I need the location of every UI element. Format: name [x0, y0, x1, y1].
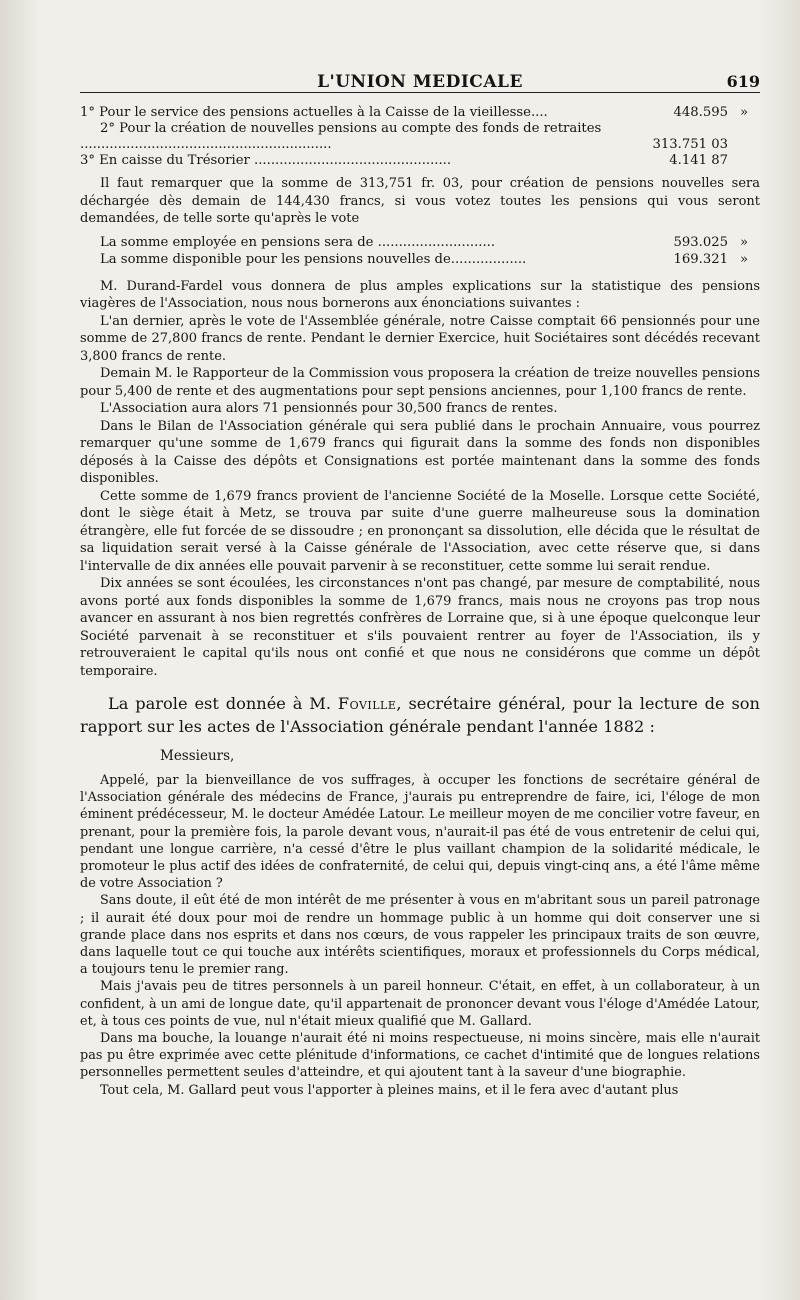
totals-row [100, 251, 760, 268]
ledger-label: 2° Pour la création de nouvelles pensions au compte des fonds de retraites ............................................................ [80, 121, 602, 152]
ledger-amount: 4.141 87 [669, 153, 728, 168]
announcement-text: La parole est donnée à M. [108, 694, 338, 713]
paragraph: Il faut remarquer que la somme de 313,751 fr. 03, pour création de pensions nouvelles sera déchargée dès demain de 144,430 francs, si vous votez toutes les pensions qui vous seront demandées, de telle sorte qu'après le vote [80, 176, 760, 226]
paragraph: Dix années se sont écoulées, les circonstances n'ont pas changé, par mesure de comptabilité, nous avons porté aux fonds disponibles la somme de 1,679 francs, mais nous ne croyons pas trop nous avancer en assurant à nos bien regrettés confrères de Lorraine que, si à une époque quelconque leur Société parvenait à se reconstituer et s'ils pouvaient rentrer au foyer de l'Association, ils y retrouveraient le capital qu'ils nous ont confié et que nous ne considérons que comme un dépôt temporaire. [80, 576, 760, 679]
journal-title: L'UNION MEDICALE [317, 72, 523, 92]
ledger-flag: » [739, 105, 749, 120]
speaker-announcement [80, 692, 760, 738]
paragraph: L'Association aura alors 71 pensionnés pour 30,500 francs de rentes. [100, 401, 558, 416]
totals-amount: 593.025 [673, 234, 728, 250]
paragraph: L'an dernier, après le vote de l'Assemblée générale, notre Caisse comptait 66 pensionnés pour une somme de 27,800 francs de rente. Pendant le dernier Exercice, huit Sociétaires sont décédés recevant 3,800 francs de rente. [80, 313, 760, 364]
funds-ledger [80, 105, 760, 169]
announcement-text: , secrétaire général, pour la lecture de son rapport sur les actes de l'Association générale pendant l'année 1882 : [80, 694, 760, 736]
salutation: Messieurs, [160, 748, 235, 764]
ledger-label: 1° Pour le service des pensions actuelles à la Caisse de la vieillesse.... [80, 105, 548, 120]
page-number: 619 [726, 72, 760, 91]
totals-flag: » [739, 251, 749, 267]
paragraph: Demain M. le Rapporteur de la Commission vous proposera la création de treize nouvelles pensions pour 5,400 de rente et des augmentations pour sept pensions anciennes, pour 1,100 francs de rente. [80, 366, 760, 399]
paragraph: M. Durand-Fardel vous donnera de plus amples explications sur la statistique des pensions viagères de l'Association, nous nous bornerons aux énonciations suivantes : [80, 278, 760, 311]
paragraph: Dans ma bouche, la louange n'aurait été ni moins respectueuse, ni moins sincère, mais elle n'aurait pas pu être exprimée avec cette plénitude d'informations, ce cachet d'intimité que de longues relations personnelles permettent seules d'atteindre, et qui ajoutent tant à la saveur d'une biographie. [80, 1031, 760, 1081]
paragraph: Mais j'avais peu de titres personnels à un pareil honneur. C'était, en effet, à un collaborateur, à un confident, à un ami de longue date, qu'il appartenait de prononcer devant vous l'éloge d'Amédée Latour, et, à tous ces points de vue, nul n'était mieux qualifié que M. Gallard. [80, 979, 760, 1029]
ledger-row [80, 121, 760, 153]
ledger-row [80, 153, 760, 169]
paragraph: Tout cela, M. Gallard peut vous l'apporter à pleines mains, et il le fera avec d'autant plus [100, 1082, 679, 1098]
totals-label: La somme disponible pour les pensions nouvelles de.................. [100, 251, 527, 267]
ledger-amount: 313.751 03 [652, 137, 728, 152]
totals-block [80, 234, 760, 268]
paragraph: Sans doute, il eût été de mon intérêt de me présenter à vous en m'abritant sous un pareil patronage ; il aurait été doux pour moi de rendre un hommage public à un homme qui doit conserver une si grande place dans nos esprits et dans nos cœurs, de vous rappeler les principaux traits de son œuvre, dans laquelle tout ce qui touche aux intérêts scientifiques, moraux et professionnels du Corps médical, a toujours tenu le premier rang. [80, 893, 760, 978]
totals-flag: » [739, 234, 749, 250]
ledger-label: 3° En caisse du Trésorier ............................................... [80, 153, 452, 168]
paragraph: Appelé, par la bienveillance de vos suffrages, à occuper les fonctions de secrétaire général de l'Association générale des médecins de France, j'aurais pu entreprendre de faire, ici, l'éloge de mon éminent prédécesseur, M. le docteur Amédée Latour. Le meilleur moyen de me concilier votre faveur, en prenant, pour la première fois, la parole devant vous, n'aurait-il pas été de vous entretenir de celui qui, pendant une longue carrière, n'a cessé d'être le plus vaillant champion de la solidarité médicale, le promoteur le plus actif des idées de confraternité, de celui qui, depuis vingt-cinq ans, a été l'âme même de votre Association ? [80, 773, 760, 892]
totals-row [100, 234, 760, 251]
ledger-row [80, 105, 760, 121]
speaker-name: Foville [337, 694, 397, 713]
totals-amount: 169.321 [673, 251, 728, 267]
running-header [80, 62, 760, 93]
paragraph: Cette somme de 1,679 francs provient de l'ancienne Société de la Moselle. Lorsque cette Société, dont le siège était à Metz, se trouva par suite d'une guerre malheureuse sous la domination étrangère, elle fut forcée de se dissoudre ; en prononçant sa dissolution, elle décida que le résultat de sa liquidation serait versé à la Caisse générale de l'Association, avec cette réserve que, si dans l'intervalle de dix années elle pouvait parvenir à se reconstituer, cette somme lui serait rendue. [80, 488, 760, 574]
totals-label: La somme employée en pensions sera de ............................ [100, 234, 496, 250]
paragraph: Dans le Bilan de l'Association générale qui sera publié dans le prochain Annuaire, vous pourrez remarquer qu'une somme de 1,679 francs qui figurait dans la somme des fonds non disponibles déposés à la Caisse des dépôts et Consignations est portée maintenant dans la somme des fonds disponibles. [80, 418, 760, 486]
ledger-amount: 448.595 [673, 105, 728, 120]
